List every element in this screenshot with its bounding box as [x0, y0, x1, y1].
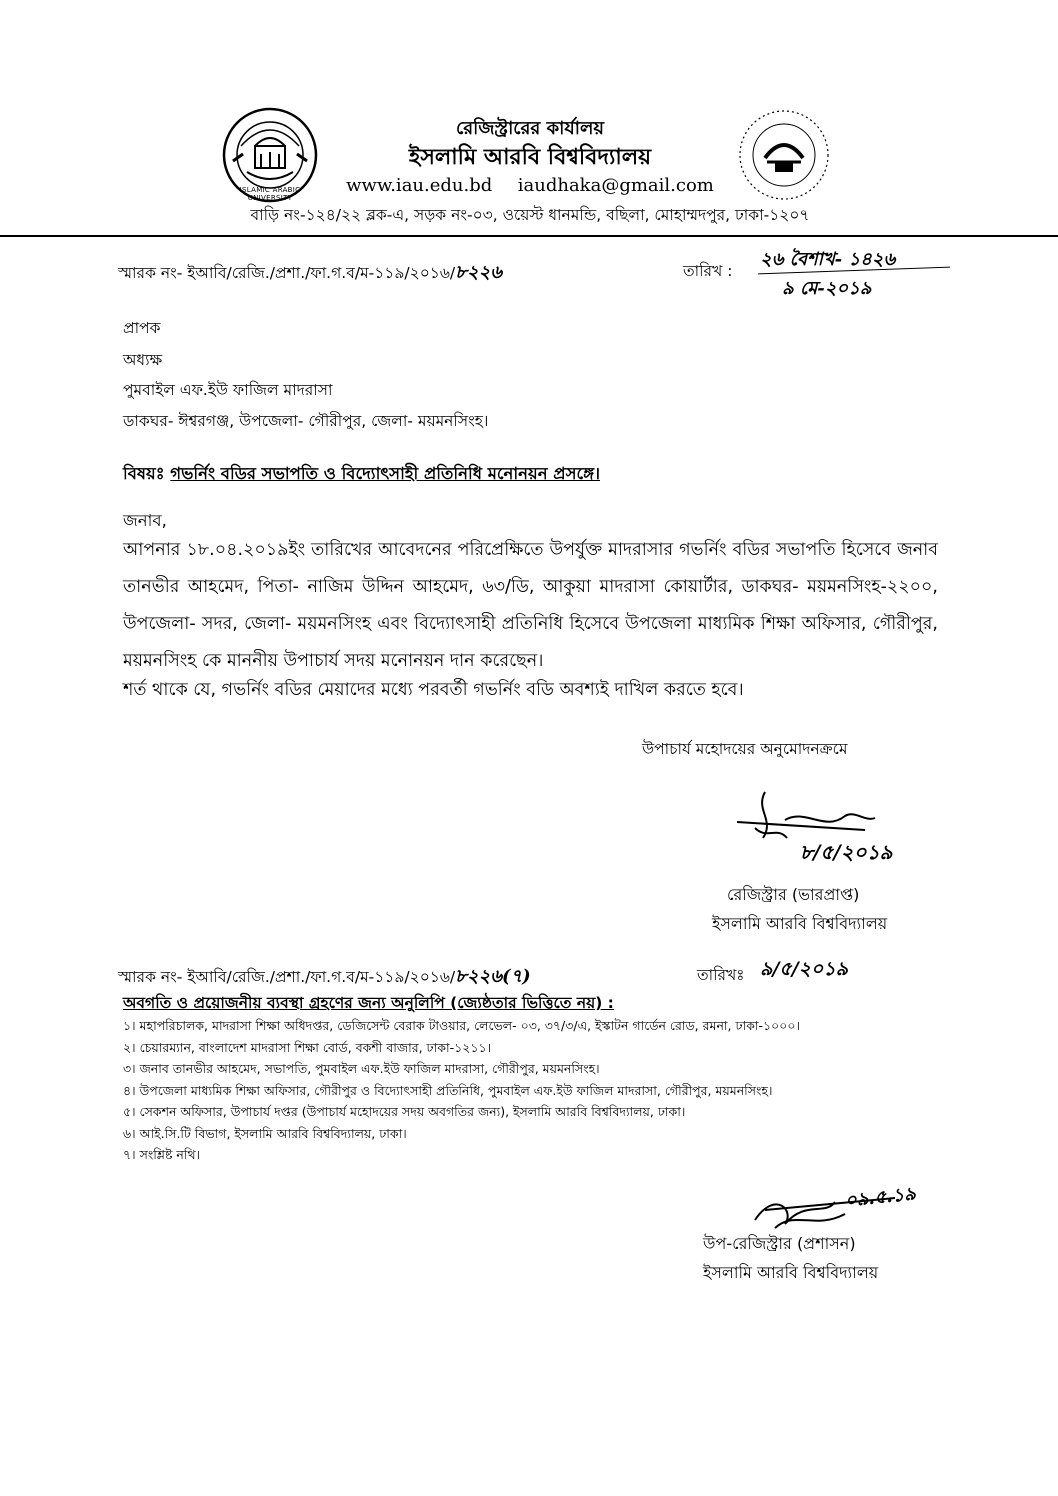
recipient-institution: পুমবাইল এফ.ইউ ফাজিল মাদরাসা — [123, 381, 333, 399]
website-link[interactable]: www.iau.edu.bd — [346, 175, 493, 196]
body-paragraph-2: শর্ত থাকে যে, গভর্নিং বডির মেয়াদের মধ্যে পরবর্তী গভর্নিং বডি অবশ্যই দাখিল করতে হবে। — [123, 680, 744, 700]
memo-line — [118, 258, 502, 289]
memo-number-label: স্মারক নং- ইআবি/রেজি./প্রশা./ফা.গ.ব/ম-১১৯/২০১৬/ — [118, 264, 456, 282]
salutation: জনাব, — [123, 511, 167, 530]
copy-item-1: ১। মহাপরিচালক, মাদরাসা শিক্ষা অধিদপ্তর, ডেজিসেন্ট বেরাক টাওয়ার, লেভেল- ০৩, ৩৭/৩/এ, ইস্কাটন গার্ডেন রোড, রমনা, ঢাকা-১০০০। — [123, 1018, 801, 1033]
recipient-title: অধ্যক্ষ — [123, 351, 163, 369]
subject-text: গভর্নিং বডির সভাপতি ও বিদ্যোৎসাহী প্রতিনিধি মনোনয়ন প্রসঙ্গে। — [170, 464, 600, 483]
approval-note: উপাচার্য মহোদয়ের অনুমোদনক্রমে — [642, 740, 848, 758]
date-handwritten-bangla: ২৬ বৈশাখ- ১৪২৬ — [760, 249, 896, 270]
registrar-designation: রেজিস্ট্রার (ভারপ্রাপ্ত) — [727, 885, 860, 904]
memo2-date-label: তারিখঃ — [697, 966, 745, 984]
university-name: ইসলামি আরবি বিশ্ববিদ্যালয় — [408, 145, 652, 170]
memo-number-handwritten: ৮২২৬ — [455, 262, 502, 283]
copy-item-7: ৭। সংশ্লিষ্ট নথি। — [123, 1147, 201, 1162]
copy-list — [123, 1015, 943, 1166]
copy-item-5: ৫। সেকশন অফিসার, উপাচার্য দপ্তর (উপাচার্য মহোদয়ের সদয় অবগতির জন্য), ইসলামি আরবি বিশ্ববিদ্যালয়, ঢাকা। — [123, 1104, 686, 1119]
signature2-handwritten-date: ০৯.৫.১৯ — [843, 1183, 917, 1212]
letterhead-divider — [0, 235, 1058, 237]
memo2-date-handwritten: ৯/৫/২০১৯ — [760, 958, 848, 980]
subject-label: বিষয়ঃ — [123, 464, 165, 483]
date-handwritten-gregorian: ৯ মে-২০১৯ — [782, 278, 872, 299]
registrar-office-heading: রেজিস্ট্রারের কার্যালয় — [455, 118, 605, 139]
recipient-address: ডাকঘর- ঈশ্বরগঞ্জ, উপজেলা- গৌরীপুর, জেলা- ময়মনসিংহ। — [123, 412, 489, 430]
signature1-handwritten-date: ৮/৫/২০১৯ — [800, 840, 893, 864]
deputy-registrar-designation: উপ-রেজিস্ট্রার (প্রশাসন) — [703, 1234, 856, 1253]
university-logo-text: ISLAMIC ARABIC UNIVERSITY — [239, 186, 301, 202]
copy-item-4: ৪। উপজেলা মাধ্যমিক শিক্ষা অফিসার, গৌরীপুর ও বিদ্যোৎসাহী প্রতিনিধি, পুমবাইল এফ.ইউ ফাজিল মাদরাসা, গৌরীপুর, ময়মনসিংহ। — [123, 1082, 773, 1098]
deputy-registrar-organization: ইসলামি আরবি বিশ্ববিদ্যালয় — [703, 1263, 879, 1282]
subject-line — [123, 461, 600, 488]
contact-line — [330, 175, 730, 196]
registrar-organization: ইসলামি আরবি বিশ্ববিদ্যালয় — [712, 914, 888, 933]
memo2-line — [118, 962, 531, 993]
email-link[interactable]: iaudhaka@gmail.com — [517, 175, 714, 196]
body-paragraph-1: আপনার ১৮.০৪.২০১৯ইং তারিখের আবেদনের পরিপ্রেক্ষিতে উপর্যুক্ত মাদরাসার গভর্নিং বডির সভাপতি হিসেবে জনাব তানভীর আহমেদ, পিতা- নাজিম উদ্দিন আহমেদ, ৬৩/ডি, আকুয়া মাদরাসা কোয়ার্টার, ডাকঘর- ময়মনসিংহ-২২০০, উপজেলা- সদর, জেলা- ময়মনসিংহ এবং বিদ্যোৎসাহী প্রতিনিধি হিসেবে উপজেলা মাধ্যমিক শিক্ষা অফিসার, গৌরীপুর, ময়মনসিংহ কে মাননীয় উপাচার্য সদয় মনোনয়ন দান করেছেন। — [123, 540, 938, 671]
copy-item-2: ২। চেয়ারম্যান, বাংলাদেশ মাদরাসা শিক্ষা বোর্ড, বকশী বাজার, ঢাকা-১২১১। — [123, 1039, 492, 1055]
date-label: তারিখ : — [683, 262, 733, 280]
copy-heading: অবগতি ও প্রয়োজনীয় ব্যবস্থা গ্রহণের জন্য অনুলিপি (জ্যেষ্ঠতার ভিত্তিতে নয়) : — [123, 994, 614, 1012]
copy-item-3: ৩। জনাব তানভীর আহমেদ, সভাপতি, পুমবাইল এফ.ইউ ফাজিল মাদরাসা, গৌরীপুর, ময়মনসিংহ। — [123, 1061, 600, 1076]
copy-item-6: ৬। আই.সি.টি বিভাগ, ইসলামি আরবি বিশ্ববিদ্যালয়, ঢাকা। — [123, 1125, 407, 1141]
recipient-label: প্রাপক — [123, 319, 161, 337]
memo2-number-label: স্মারক নং- ইআবি/রেজি./প্রশা./ফা.গ.ব/ম-১১৯/২০১৬/ — [118, 968, 456, 986]
memo2-number-handwritten: ৮২২৬(৭) — [455, 966, 531, 987]
university-seal-right — [737, 108, 831, 202]
university-address: বাড়ি নং-১২৪/২২ ব্লক-এ, সড়ক নং-০৩, ওয়েস্ট ধানমন্ডি, বছিলা, মোহাম্মদপুর, ঢাকা-১২০৭ — [250, 206, 810, 224]
